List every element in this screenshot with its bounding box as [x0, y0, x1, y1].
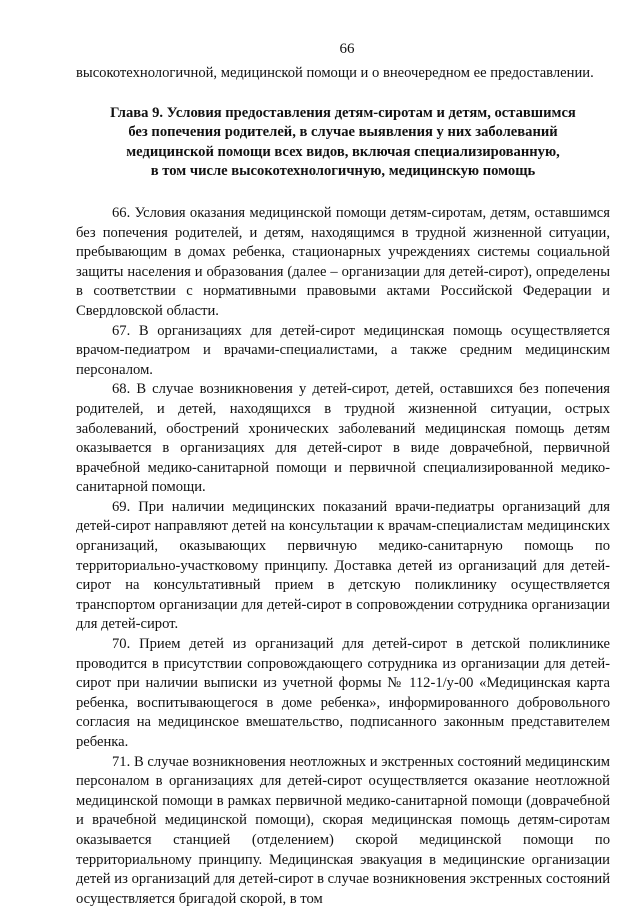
paragraph-66: 66. Условия оказания медицинской помощи детям-сиротам, детям, оставшимся без попечения родителей, и детям, находящимся в трудной жизненной ситуации, пребывающим в домах ребенка, стационарных учреждениях системы социальной защиты населения и образования (далее – организации для детей-сирот), определены в соответствии с нормативными правовыми актами Российской Федерации и Свердловской области. [76, 204, 610, 319]
chapter-heading [76, 104, 610, 182]
chapter-heading-line: Глава 9. Условия предоставления детям-сиротам и детям, оставшимся [110, 104, 576, 121]
page-number: 66 [339, 41, 355, 57]
intro-paragraph: высокотехнологичной, медицинской помощи и о внеочередном ее предоставлении. [76, 65, 594, 81]
paragraph-69: 69. При наличии медицинских показаний врачи-педиатры организаций для детей-сирот направляют детей на консультации к врачам-специалистам медицинских организаций, оказывающих первичную медико-санитарную помощь по территориально-участковому принципу. Доставка детей из организаций для детей-сирот на консультативный прием в детскую поликлинику осуществляется транспортом организации для детей-сирот в сопровождении сотрудника организации для детей-сирот. [76, 498, 610, 633]
paragraph-68: 68. В случае возникновения у детей-сирот, детей, оставшихся без попечения родителей, и детей, находящихся в трудной жизненной ситуации, острых заболеваний, обострений хронических заболеваний медицинская помощь детям оказывается в организациях для детей-сирот в виде доврачебной, первичной врачебной медико-санитарной помощи и первичной специализированной медико-санитарной помощи. [76, 381, 610, 496]
chapter-heading-line: медицинской помощи всех видов, включая специализированную, [126, 143, 560, 160]
chapter-heading-line: в том числе высокотехнологичную, медицинскую помощь [150, 163, 536, 180]
chapter-heading-line: без попечения родителей, в случае выявления у них заболеваний [128, 124, 558, 141]
paragraph-70: 70. Прием детей из организаций для детей-сирот в детской поликлинике проводится в присутствии сопровождающего сотрудника из организации для детей-сирот при наличии выписки из учетной формы № 112-1/у-00 «Медицинская карта ребенка, воспитывающегося в доме ребенка», информированного добровольного согласия на медицинское вмешательство, подписанного законным представителем ребенка. [76, 636, 610, 750]
paragraph-67: 67. В организациях для детей-сирот медицинская помощь осуществляется врачом-педиатром и врачами-специалистами, а также средним медицинским персоналом. [76, 322, 610, 378]
paragraph-71: 71. В случае возникновения неотложных и экстренных состояний медицинским персоналом в организациях для детей-сирот осуществляется оказание неотложной медицинской помощи в рамках первичной медико-санитарной помощи (доврачебной и врачебной медицинской помощи), скорая медицинская помощь детям-сиротам оказывается станцией (отделением) скорой медицинской помощи по территориальному принципу. Медицинская эвакуация в медицинские организации детей из организаций для детей-сирот в случае возникновения экстренных состояний осуществляется бригадой скорой, в том [76, 753, 610, 907]
